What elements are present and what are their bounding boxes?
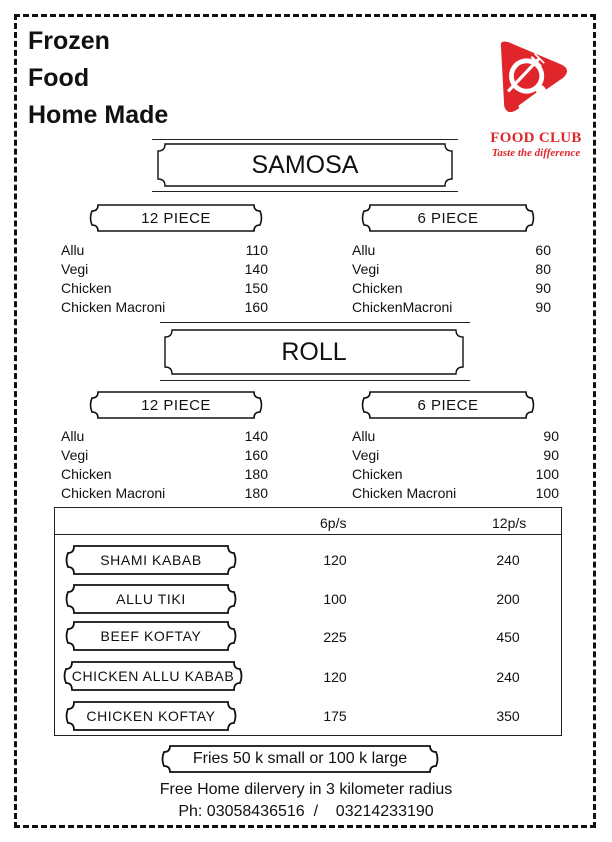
roll-12-piece-label: 12 PIECE — [141, 396, 211, 414]
table-cell: 225 — [323, 629, 347, 645]
table-header-rule — [55, 534, 561, 535]
table-cell: 240 — [496, 552, 520, 568]
samosa-title: SAMOSA — [251, 150, 359, 179]
food-club-logo-icon — [478, 36, 588, 132]
samosa-bottom-rule — [152, 191, 458, 192]
roll-12-piece-badge — [88, 391, 264, 419]
roll-bottom-rule — [160, 380, 470, 381]
logo-name: FOOD CLUB — [490, 130, 582, 146]
table-cell: 240 — [496, 669, 520, 685]
samosa-top-rule — [152, 139, 458, 140]
samosa-title-banner — [157, 143, 453, 187]
phone-text: Ph: 03058436516 / 03214233190 — [178, 803, 434, 820]
table-cell: 175 — [323, 708, 347, 724]
heading-line-1: Frozen — [28, 27, 110, 55]
table-row-label-shami-kabab: SHAMI KABAB — [64, 545, 238, 575]
fries-text: Fries 50 k small or 100 k large — [192, 750, 408, 767]
col-6ps-header: 6p/s — [320, 515, 347, 531]
roll-top-rule — [160, 322, 470, 323]
heading-line-2: Food — [28, 64, 90, 92]
heading-line-3: Home Made — [28, 101, 169, 129]
col-12ps-header: 12p/s — [492, 515, 527, 531]
fries-badge — [160, 745, 440, 773]
table-row-label-beef-koftay: BEEF KOFTAY — [64, 621, 238, 651]
samosa-6-piece-badge — [360, 204, 536, 232]
table-cell: 350 — [496, 708, 520, 724]
table-cell: 120 — [323, 669, 347, 685]
samosa-12-piece-label: 12 PIECE — [141, 209, 211, 227]
table-cell: 450 — [496, 629, 520, 645]
roll-6-piece-badge — [360, 391, 536, 419]
delivery-text: Free Home dilervery in 3 kilometer radius — [159, 781, 453, 798]
samosa-6-piece-label: 6 PIECE — [417, 209, 479, 227]
table-cell: 200 — [496, 591, 520, 607]
roll-title-banner — [164, 329, 464, 375]
table-row-label-chicken-allu-kabab: CHICKEN ALLU KABAB — [62, 661, 244, 691]
samosa-12-piece-badge — [88, 204, 264, 232]
table-row-label-chicken-koftay: CHICKEN KOFTAY — [64, 701, 238, 731]
roll-6-piece-label: 6 PIECE — [417, 396, 479, 414]
table-row-label-allu-tiki: ALLU TIKI — [64, 584, 238, 614]
table-cell: 120 — [323, 552, 347, 568]
roll-title: ROLL — [281, 337, 347, 366]
logo-tagline: Taste the difference — [491, 147, 581, 159]
table-cell: 100 — [323, 591, 347, 607]
